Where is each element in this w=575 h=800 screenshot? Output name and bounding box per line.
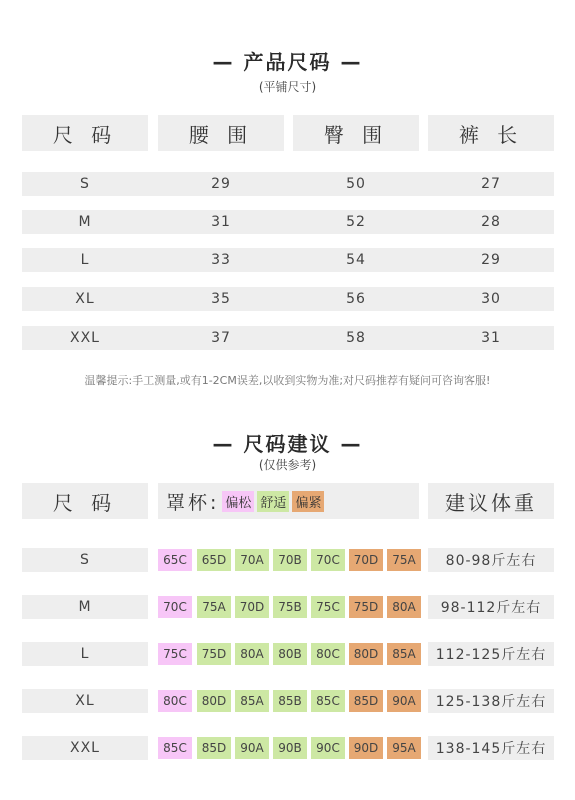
cup-chip-orange: 80A [387,596,421,618]
cup-chip-green: 85D [197,737,231,759]
cup-chip-green: 80D [197,690,231,712]
cell-hip: 52 [346,214,366,230]
cell-length: 31 [481,330,501,346]
cup-chip-orange: 95A [387,737,421,759]
cell-hip: 50 [346,176,366,192]
cup-chip-green: 85A [235,690,269,712]
cell-hip: 54 [346,252,366,268]
cell-length: 29 [481,252,501,268]
cup-chip-orange: 75A [387,549,421,571]
section1-subtitle: (平铺尺寸) [258,80,317,94]
cup-chip-green: 80B [273,643,307,665]
cup-chip-pink: 85C [158,737,192,759]
cup-chip-green: 70D [235,596,269,618]
cell-waist: 35 [211,291,231,307]
rec-size: XL [22,689,148,713]
legend-comfortable: 舒适 [257,491,289,512]
cell-size: XL [75,291,95,307]
cell-waist: 31 [211,214,231,230]
cup-chip-green: 75C [311,596,345,618]
rec-weight: 98-112斤左右 [428,595,554,619]
rec-weight: 138-145斤左右 [428,736,554,760]
cup-chip-orange: 70D [349,549,383,571]
cup-chip-green: 85B [273,690,307,712]
cup-chip-green: 65D [197,549,231,571]
cup-chip-green: 80C [311,643,345,665]
section2-title: — 尺码建议 — [212,432,363,456]
cup-chip-pink: 75C [158,643,192,665]
legend-loose: 偏松 [222,491,254,512]
cup-chip-orange: 80D [349,643,383,665]
cell-waist: 29 [211,176,231,192]
header-hip: 臀 围 [293,115,419,151]
cup-chip-green: 80A [235,643,269,665]
cup-chip-orange: 90D [349,737,383,759]
section2-subtitle: (仅供参考) [258,458,317,472]
cell-size: M [78,214,92,230]
cup-chip-green: 70C [311,549,345,571]
rec-size: M [22,595,148,619]
rec-size: S [22,548,148,572]
cup-chip-pink: 65C [158,549,192,571]
cup-chip-green: 70B [273,549,307,571]
cup-chip-green: 85C [311,690,345,712]
cell-hip: 58 [346,330,366,346]
cup-label: 罩杯: [166,491,220,514]
cell-size: L [80,252,90,268]
cell-length: 27 [481,176,501,192]
cup-chip-orange: 90A [387,690,421,712]
rec-size: XXL [22,736,148,760]
legend-tight: 偏紧 [292,491,324,512]
cell-size: S [80,176,90,192]
header-cup [158,483,419,519]
cell-length: 30 [481,291,501,307]
cup-chip-orange: 75D [349,596,383,618]
cell-waist: 33 [211,252,231,268]
cup-chip-green: 75B [273,596,307,618]
cell-hip: 56 [346,291,366,307]
rec-weight: 112-125斤左右 [428,642,554,666]
rec-size: L [22,642,148,666]
cup-chip-green: 90B [273,737,307,759]
cell-size: XXL [70,330,100,346]
cup-chip-green: 70A [235,549,269,571]
cup-chip-pink: 80C [158,690,192,712]
cup-chip-pink: 70C [158,596,192,618]
header-waist: 腰 围 [158,115,284,151]
header-size-2: 尺 码 [22,483,148,519]
rec-weight: 80-98斤左右 [428,548,554,572]
cup-chip-orange: 85D [349,690,383,712]
cup-chip-green: 75A [197,596,231,618]
header-size: 尺 码 [22,115,148,151]
cup-chip-orange: 85A [387,643,421,665]
cup-chip-green: 90C [311,737,345,759]
cell-length: 28 [481,214,501,230]
cup-chip-green: 75D [197,643,231,665]
rec-weight: 125-138斤左右 [428,689,554,713]
cell-waist: 37 [211,330,231,346]
section1-title: — 产品尺码 — [212,50,363,74]
header-length: 裤 长 [428,115,554,151]
cup-chip-green: 90A [235,737,269,759]
tip-note: 温馨提示:手工测量,或有1-2CM误差,以收到实物为准;对尺码推荐有疑问可咨询客服! [84,374,491,387]
header-weight: 建议体重 [428,483,554,519]
